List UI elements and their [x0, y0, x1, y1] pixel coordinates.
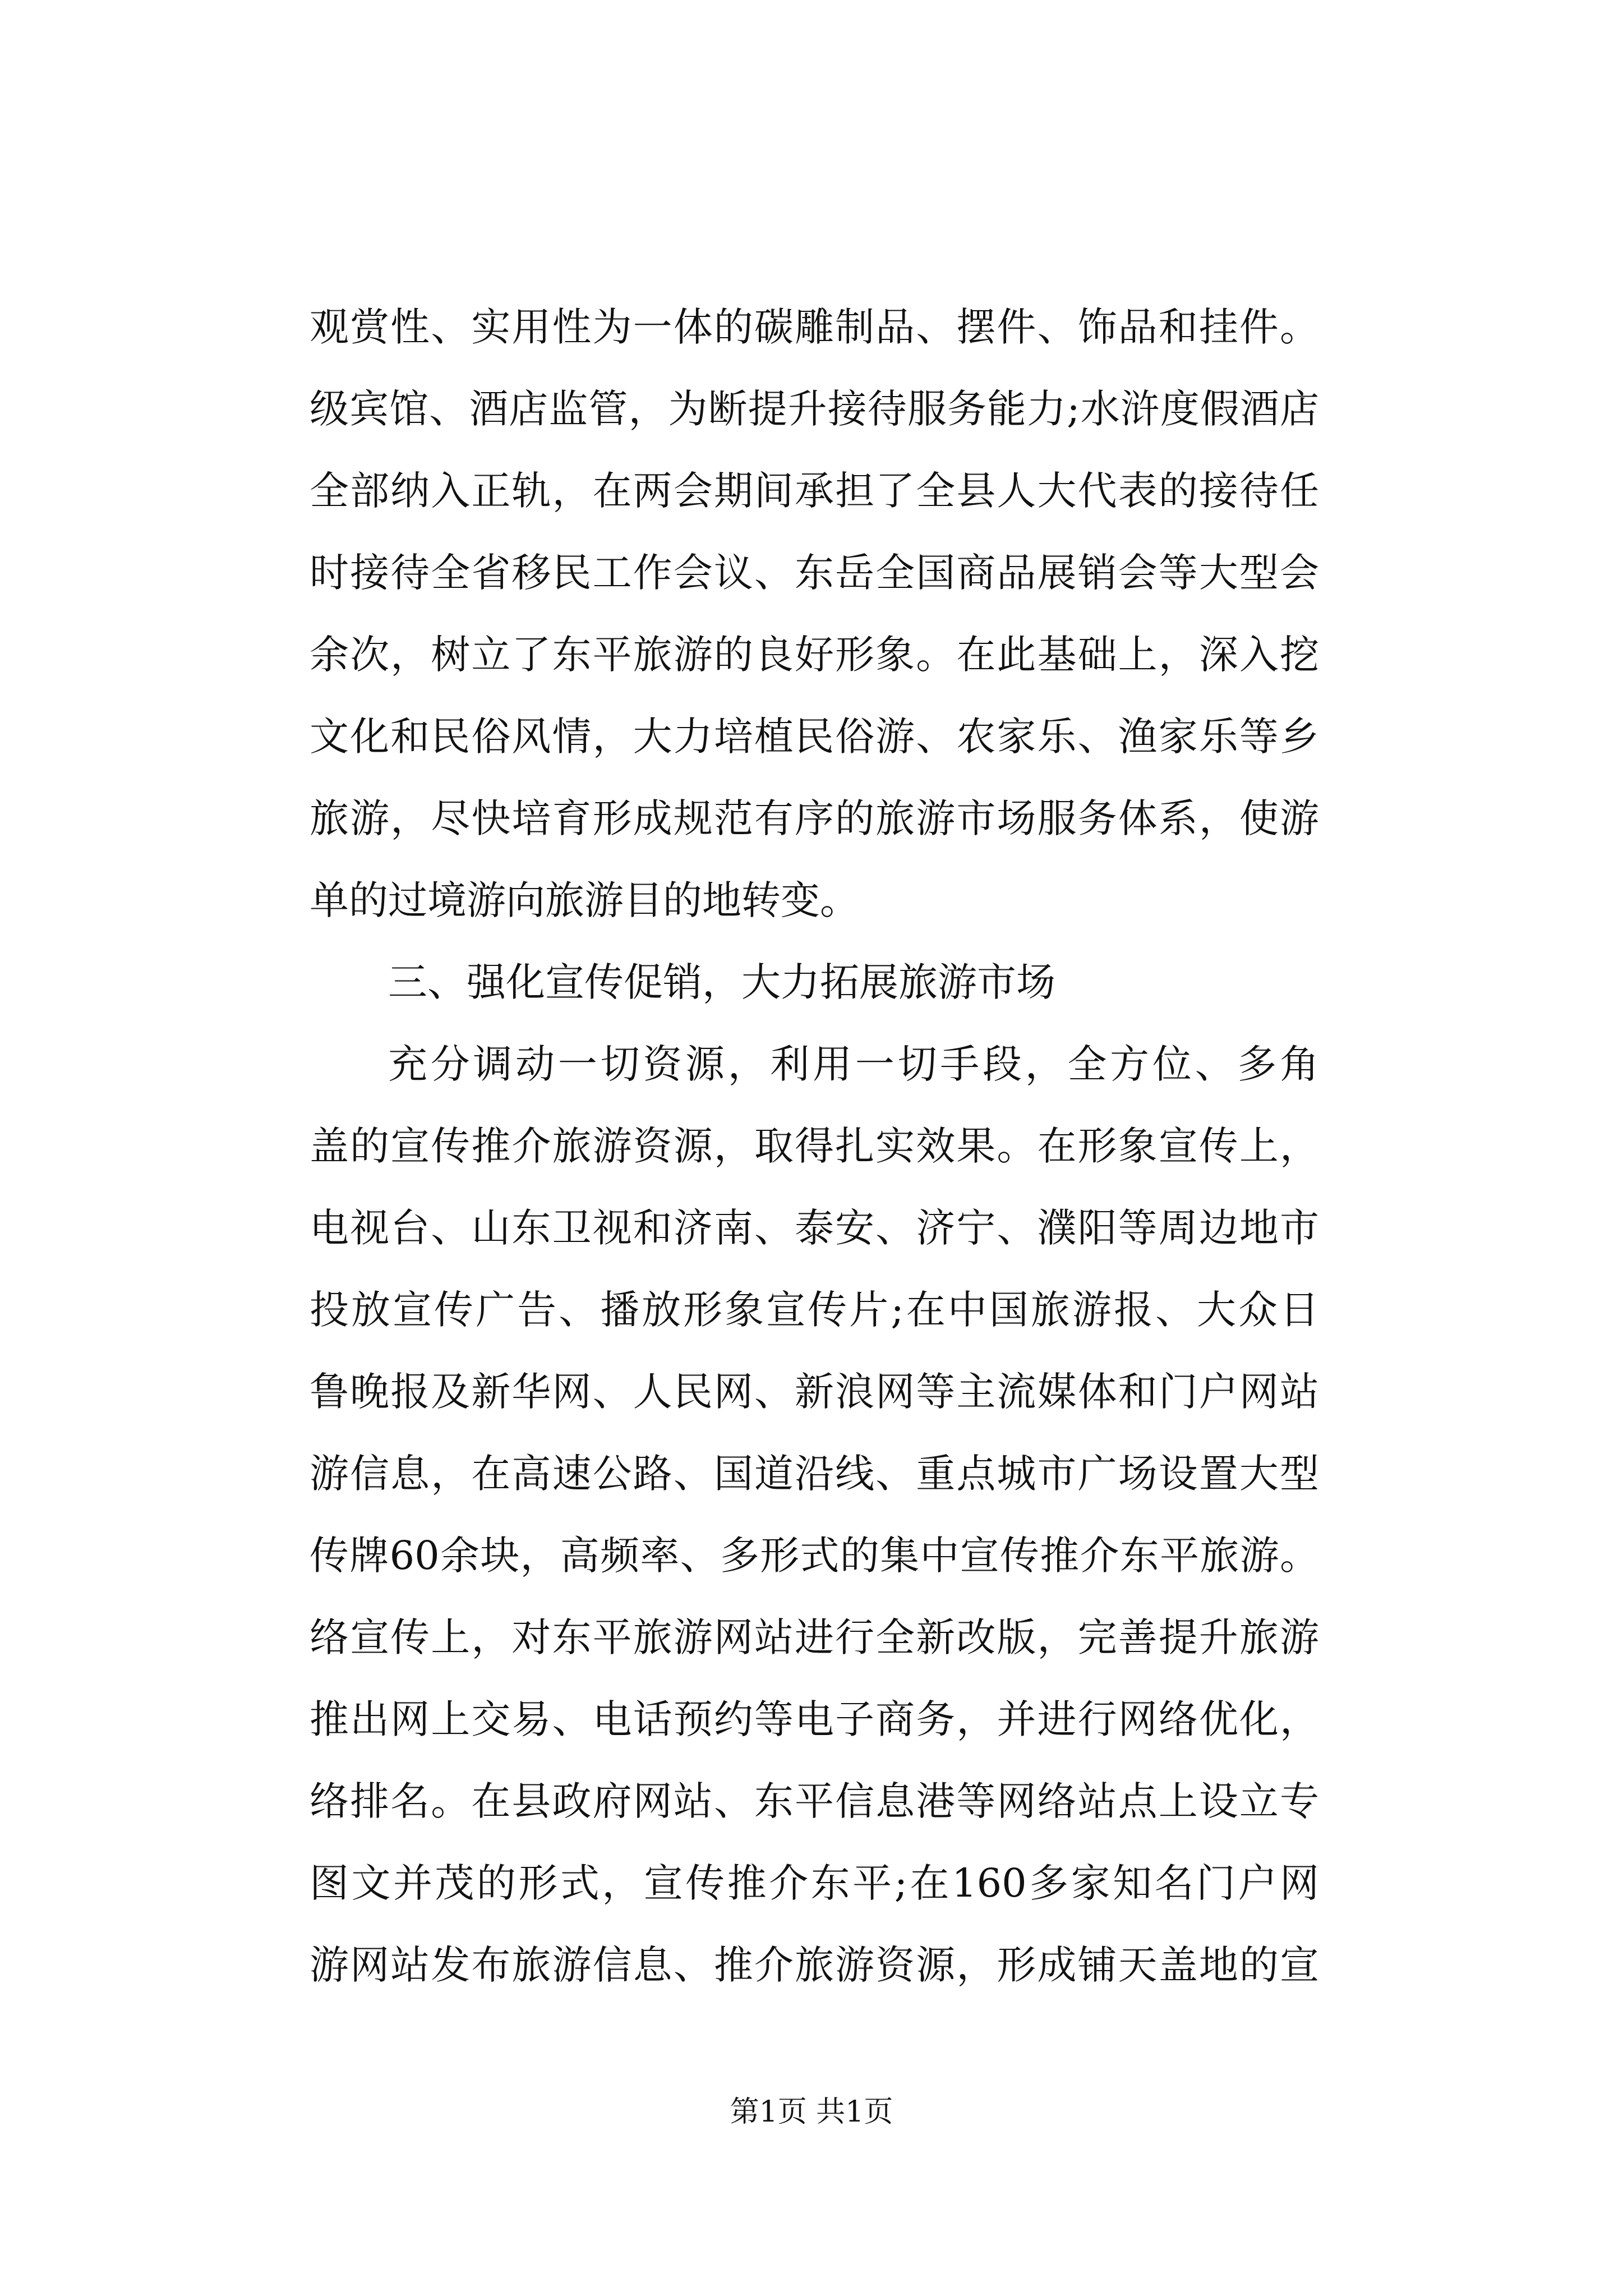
- text-line: 观赏性、实用性为一体的碳雕制品、摆件、饰品和挂件。: [310, 304, 1319, 350]
- text-line: 游网站发布旅游信息、推介旅游资源，形成铺天盖地的宣: [310, 1942, 1319, 1988]
- text-line: 旅游，尽快培育形成规范有序的旅游市场服务体系，使游: [310, 795, 1319, 841]
- text-line: 级宾馆、酒店监管，为断提升接待服务能力;水浒度假酒店: [310, 386, 1319, 432]
- text-line: 文化和民俗风情，大力培植民俗游、农家乐、渔家乐等乡: [310, 714, 1319, 760]
- text-line: 图文并茂的形式，宣传推介东平;在160多家知名门户网: [310, 1860, 1319, 1906]
- text-line: 鲁晚报及新华网、人民网、新浪网等主流媒体和门户网站: [310, 1369, 1319, 1415]
- text-line: 传牌60余块，高频率、多形式的集中宣传推介东平旅游。: [310, 1533, 1319, 1579]
- text-line: 络宣传上，对东平旅游网站进行全新改版，完善提升旅游: [310, 1614, 1319, 1660]
- text-line: 余次，树立了东平旅游的良好形象。在此基础上，深入挖: [310, 632, 1319, 678]
- text-line: 时接待全省移民工作会议、东岳全国商品展销会等大型会: [310, 550, 1319, 596]
- text-line: 充分调动一切资源，利用一切手段，全方位、多角: [388, 1041, 1319, 1087]
- page-footer: 第1页 共1页: [730, 2095, 893, 2129]
- text-line: 络排名。在县政府网站、东平信息港等网络站点上设立专: [310, 1778, 1319, 1824]
- document-body: [310, 286, 1319, 2006]
- text-line: 游信息，在高速公路、国道沿线、重点城市广场设置大型: [310, 1451, 1319, 1497]
- section-heading: 三、强化宣传促销，大力拓展旅游市场: [388, 959, 1055, 1005]
- text-line: 电视台、山东卫视和济南、泰安、济宁、濮阳等周边地市: [310, 1205, 1319, 1251]
- text-line: 全部纳入正轨，在两会期间承担了全县人大代表的接待任: [310, 468, 1319, 514]
- text-line: 盖的宣传推介旅游资源，取得扎实效果。在形象宣传上，: [310, 1123, 1319, 1169]
- text-line: 推出网上交易、电话预约等电子商务，并进行网络优化，: [310, 1696, 1319, 1742]
- text-line: 单的过境游向旅游目的地转变。: [310, 877, 859, 923]
- text-line: 投放宣传广告、播放形象宣传片;在中国旅游报、大众日: [310, 1287, 1319, 1333]
